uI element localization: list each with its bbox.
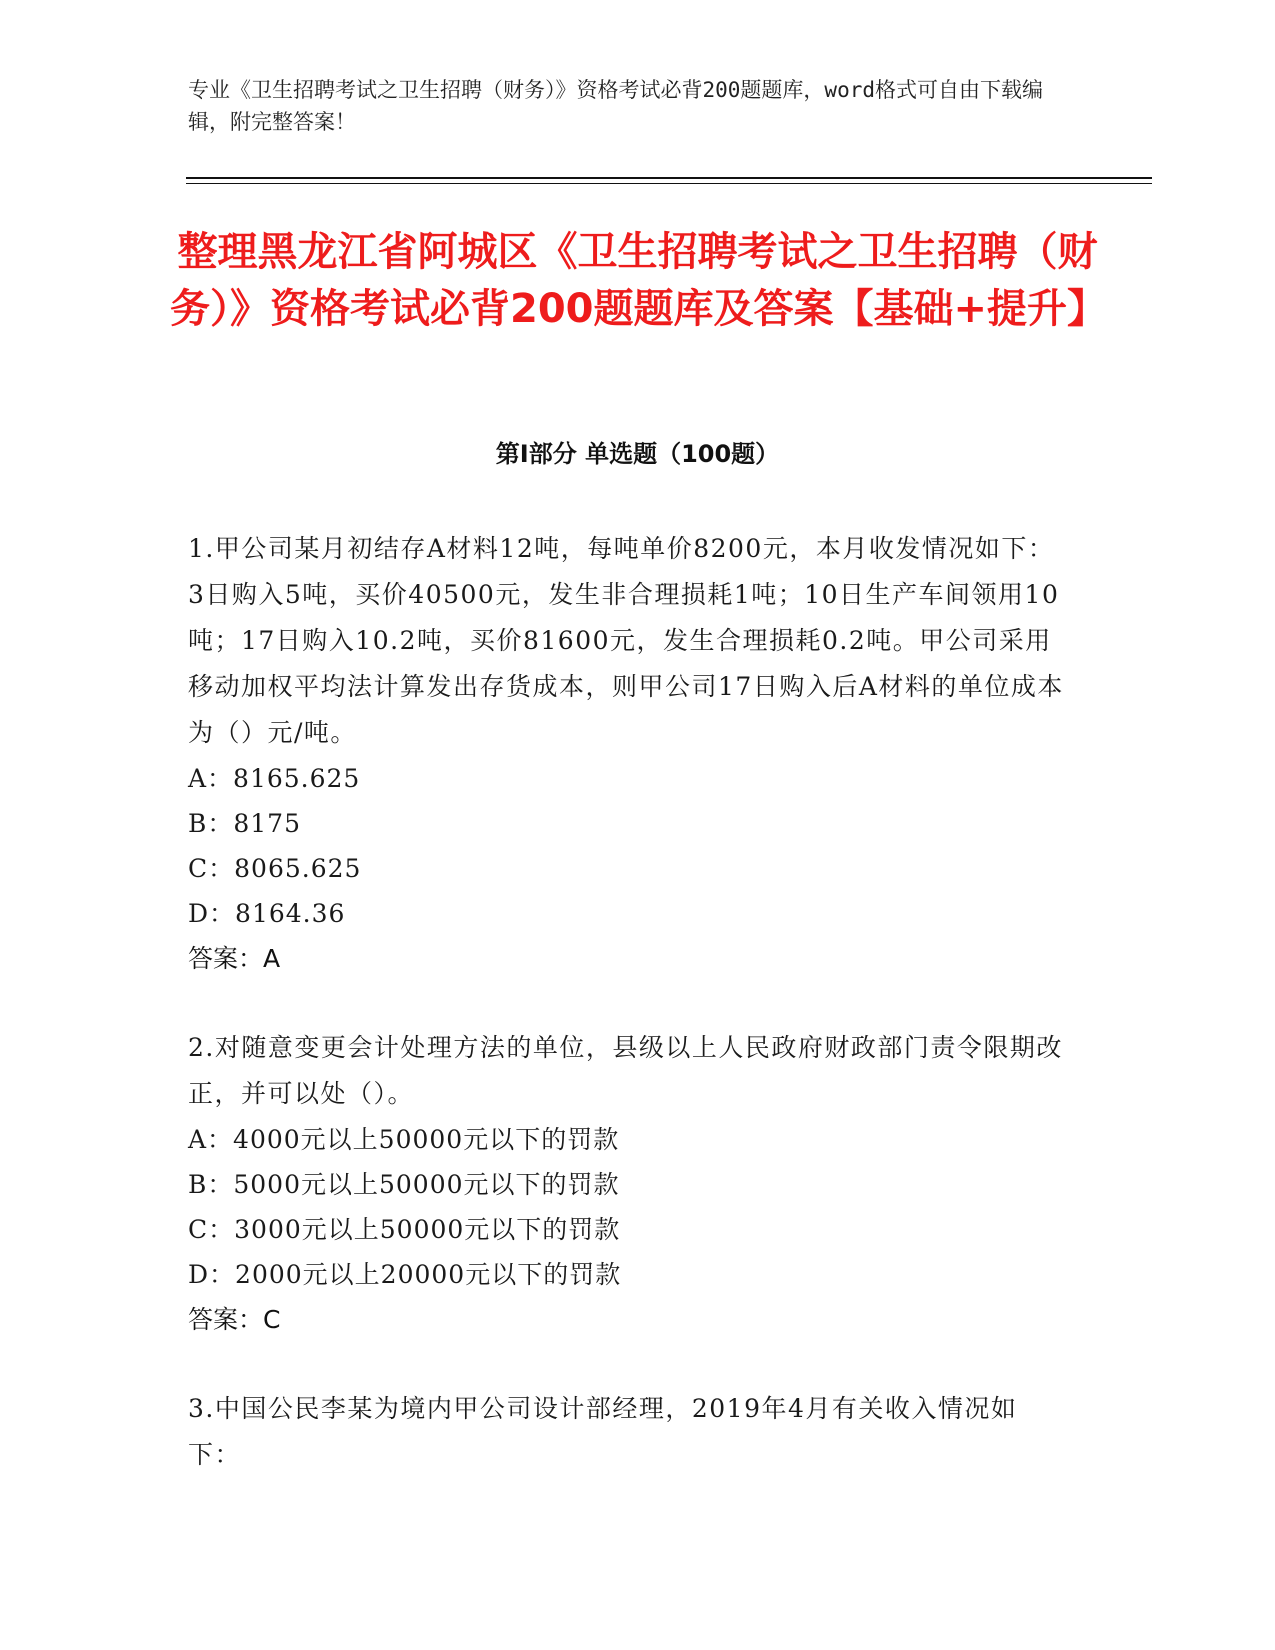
option-a: A：4000元以上50000元以下的罚款 (188, 1125, 620, 1154)
option-list (188, 756, 1068, 936)
option-a: A：8165.625 (188, 764, 361, 793)
question-3 (188, 1386, 1068, 1478)
option-c: C：3000元以上50000元以下的罚款 (188, 1215, 621, 1244)
option-d: D：8164.36 (188, 899, 346, 928)
option-list (188, 1117, 1068, 1297)
answer-label: 答案：A (188, 944, 281, 973)
option-b: B：5000元以上50000元以下的罚款 (188, 1170, 620, 1199)
header-rule-thin (186, 183, 1152, 184)
question-2 (188, 1025, 1068, 1343)
section-title: 第Ⅰ部分 单选题（100题） (495, 440, 780, 468)
question-1 (188, 526, 1068, 982)
option-c: C：8065.625 (188, 854, 362, 883)
answer-label: 答案：C (188, 1305, 281, 1334)
header-note: 专业《卫生招聘考试之卫生招聘（财务）》资格考试必背200题题库，word格式可自由下载编辑，附完整答案！ (188, 78, 1043, 134)
question-stem: 2.对随意变更会计处理方法的单位，县级以上人民政府财政部门责令限期改正，并可以处（）。 (188, 1033, 1063, 1108)
question-stem: 3.中国公民李某为境内甲公司设计部经理，2019年4月有关收入情况如下： (188, 1394, 1018, 1469)
document-title: 整理黑龙江省阿城区《卫生招聘考试之卫生招聘（财务）》资格考试必背200题题库及答案【基础+提升】 (170, 229, 1108, 332)
question-list (188, 526, 1068, 1521)
option-b: B：8175 (188, 809, 301, 838)
option-d: D：2000元以上20000元以下的罚款 (188, 1260, 622, 1289)
header-rule-thick (186, 177, 1152, 179)
question-stem: 1.甲公司某月初结存A材料12吨，每吨单价8200元，本月收发情况如下：3日购入5吨，买价40500元，发生非合理损耗1吨；10日生产车间领用10吨；17日购入10.2吨，买价81600元，发生合理损耗0.2吨。甲公司采用移动加权平均法计算发出存货成本，则甲公司17日购入后A材料的单位成本为（）元/吨。 (188, 534, 1064, 747)
